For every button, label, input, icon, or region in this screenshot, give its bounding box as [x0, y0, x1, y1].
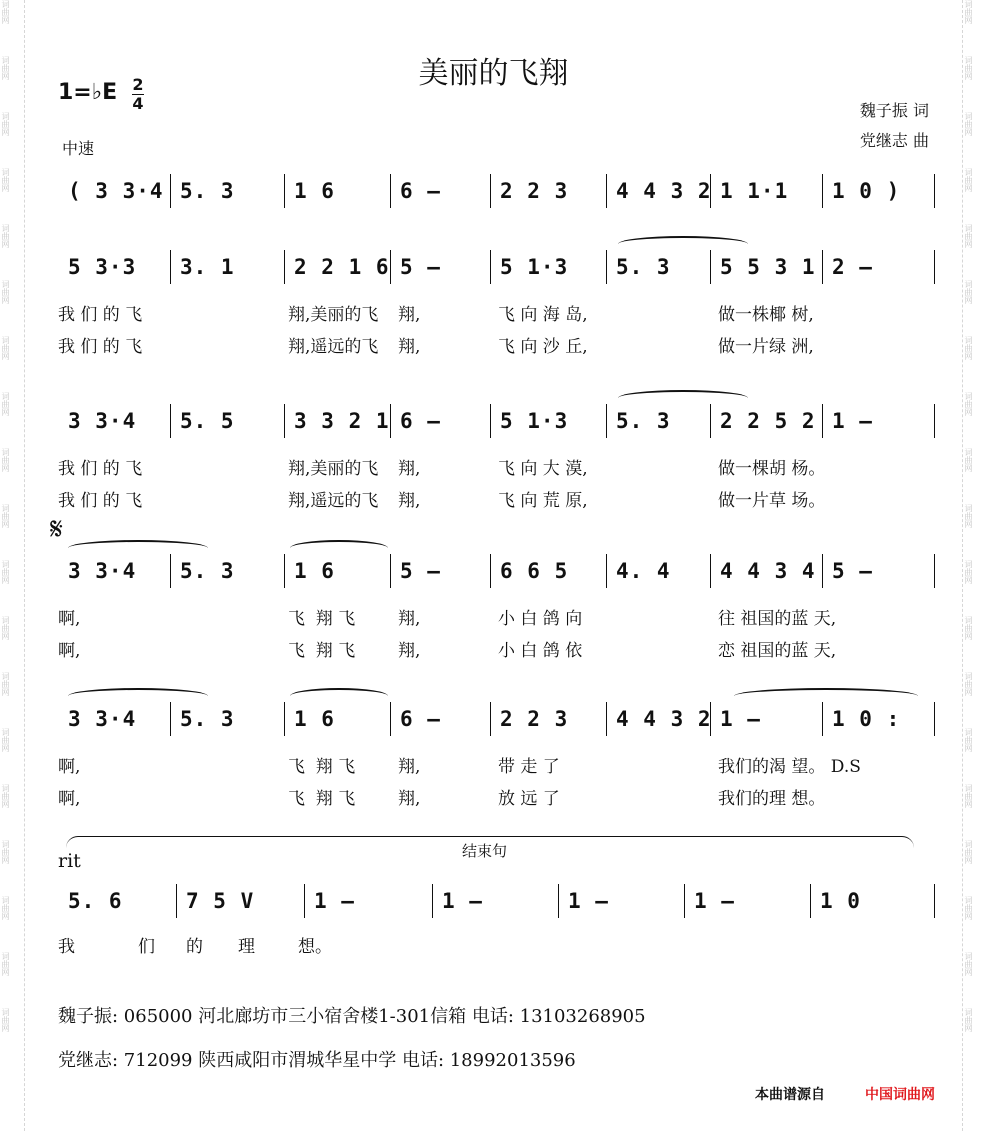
lyric-segment: 翔,遥远的飞: [288, 491, 379, 511]
score-line: [58, 700, 938, 738]
lyric-segment: 往 祖国的蓝 天,: [718, 609, 837, 629]
measure: 6 –: [400, 409, 441, 433]
contact-composer: 党继志: 712099 陕西咸阳市渭城华星中学 电话: 18992013596: [58, 1050, 576, 1071]
watermark-text: 词曲网: [1, 840, 10, 864]
slur-mark: [68, 688, 208, 704]
lyric-segment: 啊,: [58, 789, 81, 809]
lyric-segment: 飞 翔 飞: [288, 789, 356, 809]
bar-line: [934, 884, 935, 918]
measure: 1 6: [294, 559, 335, 583]
watermark-text: 词曲网: [1, 392, 10, 416]
measure: 1 1·1: [720, 179, 789, 203]
lyric-segment: 翔,: [398, 641, 421, 661]
lyric-segment: 飞 向 海 岛,: [498, 305, 588, 325]
measure: 1 –: [720, 707, 761, 731]
bar-line: [934, 250, 935, 284]
tempo-marking: 中速: [62, 139, 95, 158]
lyric-segment: 翔,美丽的飞: [288, 459, 379, 479]
lyric-segment: 翔,: [398, 305, 421, 325]
lyric-segment: 带 走 了: [498, 757, 560, 777]
score-line: [58, 402, 938, 440]
lyric-segment: 翔,: [398, 609, 421, 629]
watermark-text: 词曲网: [1, 280, 10, 304]
ending-measure: 1 –: [314, 889, 355, 913]
ending-measure: 1 0: [820, 889, 861, 913]
lyric-segment: 啊,: [58, 641, 81, 661]
measure: 1 0 :: [832, 707, 901, 731]
lyric-segment: 我们的理 想。: [718, 789, 826, 809]
measure: 4 4 3 4: [720, 559, 816, 583]
score-line: [58, 248, 938, 286]
slur-mark: [618, 236, 748, 252]
watermark-text: 词曲网: [964, 728, 973, 752]
lyric-segment: 飞 翔 飞: [288, 609, 356, 629]
left-watermark-strip: [0, 0, 25, 1131]
measure: 2 2 3: [500, 179, 569, 203]
lyric-segment: 我 们 的 飞: [58, 459, 143, 479]
slur-mark: [290, 540, 388, 556]
measure: 5 1·3: [500, 409, 569, 433]
measure: 5 –: [400, 255, 441, 279]
ending-label: 结束句: [462, 842, 508, 860]
measure: 5 3·3: [68, 255, 137, 279]
time-top: 2: [132, 75, 144, 94]
measure: 1 0 ): [832, 179, 901, 203]
measure: 4 4 3 2: [616, 179, 712, 203]
measure: 2 –: [832, 255, 873, 279]
watermark-text: 词曲网: [1, 448, 10, 472]
lyricist-credit: 魏子振 词: [859, 101, 929, 120]
lyric-segment: 翔,: [398, 491, 421, 511]
watermark-text: 词曲网: [964, 672, 973, 696]
score-line: [58, 552, 938, 590]
ending-measure: 1 –: [442, 889, 483, 913]
measure: 1 –: [832, 409, 873, 433]
watermark-text: 词曲网: [964, 112, 973, 136]
measure: 6 –: [400, 707, 441, 731]
measure: 5 –: [400, 559, 441, 583]
watermark-text: 词曲网: [1, 0, 10, 24]
lyric-segment: 翔,: [398, 789, 421, 809]
lyric-segment: 飞 翔 飞: [288, 757, 356, 777]
watermark-text: 词曲网: [1, 560, 10, 584]
watermark-text: 词曲网: [1, 616, 10, 640]
measure: 2 2 5 2: [720, 409, 816, 433]
measure: 5. 3: [616, 409, 671, 433]
watermark-text: 词曲网: [964, 0, 973, 24]
lyric-segment: 我们的渴 望。 D.S: [718, 757, 861, 777]
measure: 1 6: [294, 179, 335, 203]
lyric-segment: 放 远 了: [498, 789, 560, 809]
watermark-text: 词曲网: [964, 784, 973, 808]
ending-measure: 1 –: [568, 889, 609, 913]
measure: 5 5 3 1: [720, 255, 816, 279]
footer-source-label: 本曲谱源自: [755, 1087, 825, 1103]
measure: 3. 1: [180, 255, 235, 279]
ending-lyric-word: 的: [186, 937, 203, 957]
ending-measure: 1 –: [694, 889, 735, 913]
lyric-segment: 我 们 的 飞: [58, 491, 143, 511]
watermark-text: 词曲网: [964, 840, 973, 864]
watermark-text: 词曲网: [1, 952, 10, 976]
watermark-text: 词曲网: [1, 672, 10, 696]
measure: 3 3 2 1: [294, 409, 390, 433]
watermark-text: 词曲网: [1, 728, 10, 752]
slur-mark: [290, 688, 388, 704]
watermark-text: 词曲网: [964, 168, 973, 192]
lyric-segment: 小 白 鸽 向: [498, 609, 583, 629]
watermark-text: 词曲网: [1, 504, 10, 528]
watermark-text: 词曲网: [964, 560, 973, 584]
watermark-text: 词曲网: [1, 896, 10, 920]
measure: ( 3 3·4: [68, 179, 164, 203]
measure: 3 3·4: [68, 707, 137, 731]
watermark-text: 词曲网: [1, 336, 10, 360]
measure: 2 2 1 6: [294, 255, 390, 279]
watermark-text: 词曲网: [1, 784, 10, 808]
lyric-segment: 做一株椰 树,: [718, 305, 814, 325]
right-watermark-strip: [962, 0, 987, 1131]
watermark-text: 词曲网: [1, 56, 10, 80]
watermark-text: 词曲网: [1, 168, 10, 192]
segno-sign: 𝄋: [50, 512, 63, 547]
song-title: 美丽的飞翔: [418, 56, 569, 91]
ending-lyric-word: 理: [238, 937, 255, 957]
lyric-segment: 翔,遥远的飞: [288, 337, 379, 357]
watermark-text: 词曲网: [1, 224, 10, 248]
ending-lyric-word: 们: [138, 937, 155, 957]
measure: 5. 3: [616, 255, 671, 279]
slur-mark: [618, 390, 748, 406]
measure: 5. 3: [180, 559, 235, 583]
bar-line: [934, 702, 935, 736]
key-signature: 1=♭E: [58, 80, 118, 105]
watermark-text: 词曲网: [964, 336, 973, 360]
lyric-segment: 飞 向 大 漠,: [498, 459, 588, 479]
watermark-text: 词曲网: [964, 56, 973, 80]
watermark-text: 词曲网: [964, 224, 973, 248]
measure: 2 2 3: [500, 707, 569, 731]
ending-lyric-word: 想。: [298, 937, 332, 957]
lyric-segment: 我 们 的 飞: [58, 337, 143, 357]
measure: 3 3·4: [68, 409, 137, 433]
lyric-segment: 恋 祖国的蓝 天,: [718, 641, 837, 661]
lyric-segment: 翔,: [398, 757, 421, 777]
lyric-segment: 飞 向 沙 丘,: [498, 337, 588, 357]
measure: 6 –: [400, 179, 441, 203]
lyric-segment: 做一片草 场。: [718, 491, 826, 511]
watermark-text: 词曲网: [964, 616, 973, 640]
watermark-text: 词曲网: [1, 112, 10, 136]
lyric-segment: 翔,: [398, 459, 421, 479]
composer-credit: 党继志 曲: [859, 131, 929, 150]
watermark-text: 词曲网: [964, 280, 973, 304]
measure: 3 3·4: [68, 559, 137, 583]
watermark-text: 词曲网: [964, 504, 973, 528]
measure: 4 4 3 2: [616, 707, 712, 731]
measure: 5. 3: [180, 179, 235, 203]
lyric-segment: 飞 翔 飞: [288, 641, 356, 661]
lyric-segment: 翔,: [398, 337, 421, 357]
bar-line: [934, 174, 935, 208]
watermark-text: 词曲网: [964, 448, 973, 472]
lyric-segment: 飞 向 荒 原,: [498, 491, 588, 511]
slur-mark: [734, 688, 918, 704]
rit-marking: rit: [58, 850, 81, 872]
footer-site-name: 中国词曲网: [865, 1087, 935, 1103]
measure: 1 6: [294, 707, 335, 731]
ending-measure: 5. 6: [68, 889, 123, 913]
contact-lyricist: 魏子振: 065000 河北廊坊市三小宿舍楼1-301信箱 电话: 13103268905: [58, 1006, 646, 1027]
watermark-text: 词曲网: [964, 1008, 973, 1032]
measure: 6 6 5: [500, 559, 569, 583]
watermark-text: 词曲网: [964, 392, 973, 416]
watermark-text: 词曲网: [964, 896, 973, 920]
time-signature: [132, 76, 144, 113]
bar-line: [934, 554, 935, 588]
lyric-segment: 我 们 的 飞: [58, 305, 143, 325]
lyric-segment: 啊,: [58, 757, 81, 777]
lyric-segment: 小 白 鸽 依: [498, 641, 583, 661]
measure: 4. 4: [616, 559, 671, 583]
bar-line: [934, 404, 935, 438]
watermark-text: 词曲网: [1, 1008, 10, 1032]
lyric-segment: 做一片绿 洲,: [718, 337, 814, 357]
lyric-segment: 啊,: [58, 609, 81, 629]
measure: 5 1·3: [500, 255, 569, 279]
lyric-segment: 做一棵胡 杨。: [718, 459, 826, 479]
ending-measure: 7 5 V: [186, 889, 255, 913]
measure: 5 –: [832, 559, 873, 583]
measure: 5. 5: [180, 409, 235, 433]
time-bottom: 4: [132, 94, 144, 113]
measure: 5. 3: [180, 707, 235, 731]
ending-lyric-word: 我: [58, 937, 75, 957]
score-line: [58, 172, 938, 210]
lyric-segment: 翔,美丽的飞: [288, 305, 379, 325]
slur-mark: [68, 540, 208, 556]
watermark-text: 词曲网: [964, 952, 973, 976]
